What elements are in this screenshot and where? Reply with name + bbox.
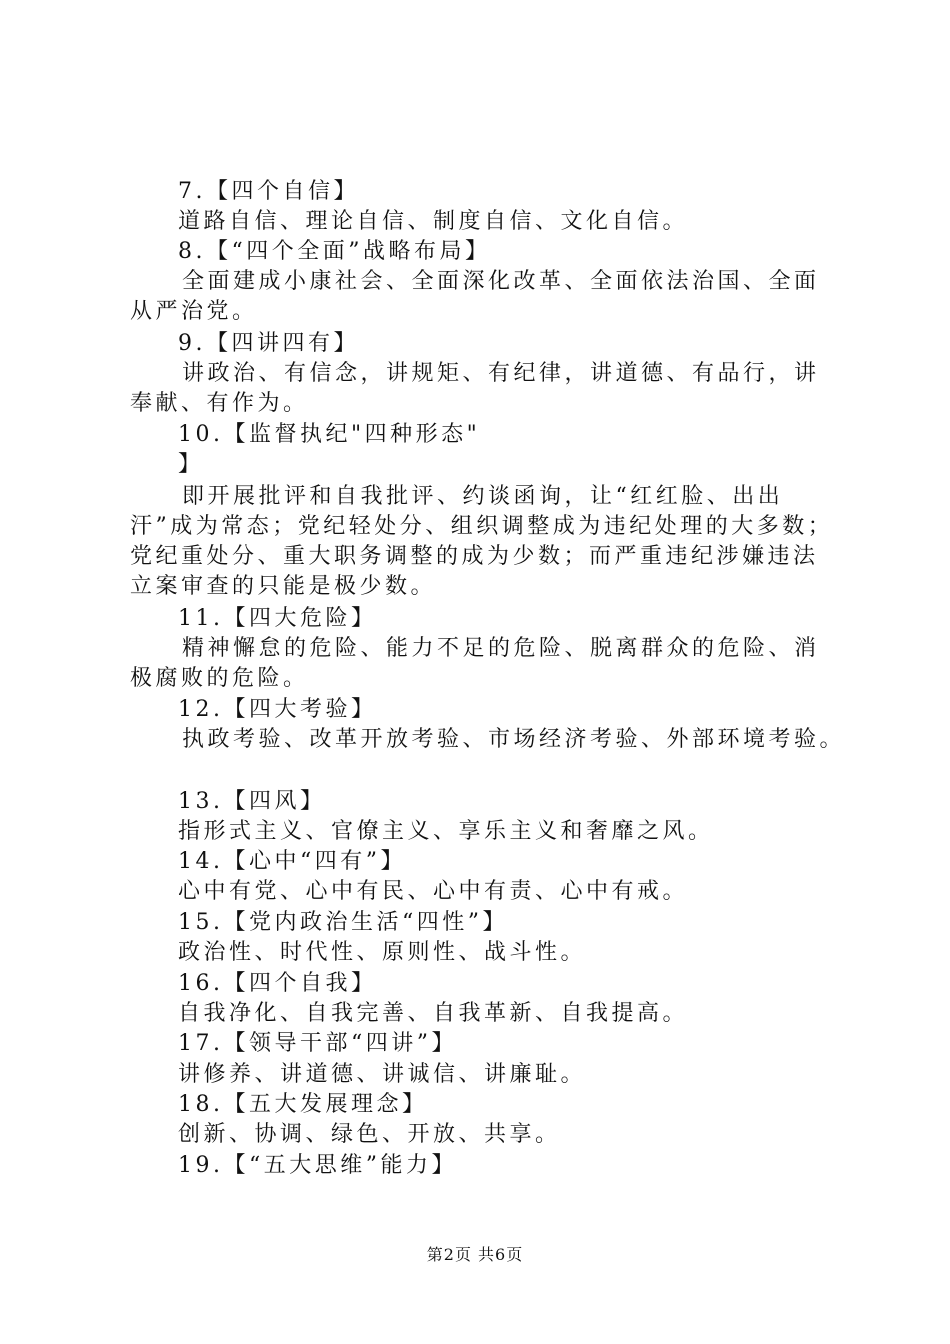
text-line: 心中有党、心中有民、心中有责、心中有戒。: [178, 879, 689, 904]
text-line: 指形式主义、官僚主义、享乐主义和奢靡之风。: [178, 819, 714, 844]
text-line: 创新、协调、绿色、开放、共享。: [178, 1122, 561, 1147]
text-line: 奉献、有作为。: [130, 391, 309, 416]
text-line: 从严治党。: [130, 299, 258, 324]
text-line: 9.【四讲四有】: [178, 331, 359, 356]
text-line: 道路自信、理论自信、制度自信、文化自信。: [178, 209, 689, 234]
text-line: 14.【心中“四有”】: [178, 849, 406, 874]
text-line: 7.【四个自信】: [178, 179, 359, 204]
text-line: 党纪重处分、重大职务调整的成为少数；而严重违纪涉嫌违法: [130, 544, 819, 569]
text-line: 汗”成为常态；党纪轻处分、组织调整成为违纪处理的大多数；: [130, 514, 834, 539]
text-line: 15.【党内政治生活“四性”】: [178, 910, 508, 935]
text-line: 立案审查的只能是极少数。: [130, 574, 437, 599]
text-line: 即开展批评和自我批评、约谈函询，让“红红脸、出出: [182, 484, 784, 509]
text-line: 自我净化、自我完善、自我革新、自我提高。: [178, 1001, 689, 1026]
text-line: 17.【领导干部“四讲”】: [178, 1031, 457, 1056]
text-line: 全面建成小康社会、全面深化改革、全面依法治国、全面: [182, 269, 820, 294]
text-line: 政治性、时代性、原则性、战斗性。: [178, 940, 587, 965]
text-line: 讲政治、有信念，讲规矩、有纪律，讲道德、有品行，讲: [182, 361, 820, 386]
text-line: 8.【“四个全面”战略布局】: [178, 239, 491, 264]
text-line: 讲修养、讲道德、讲诚信、讲廉耻。: [178, 1062, 587, 1087]
text-line: 执政考验、改革开放考验、市场经济考验、外部环境考验。: [182, 727, 846, 752]
page-footer: 第2页 共6页: [426, 1245, 524, 1264]
text-line: 极腐败的危险。: [130, 666, 309, 691]
text-line: 精神懈怠的危险、能力不足的危险、脱离群众的危险、消: [182, 636, 820, 661]
text-line: 16.【四个自我】: [178, 971, 377, 996]
text-line: 19.【“五大思维”能力】: [178, 1153, 457, 1178]
text-line: 18.【五大发展理念】: [178, 1092, 428, 1117]
text-line: 】: [178, 452, 204, 477]
text-line: 10.【监督执纪"四种形态": [178, 422, 481, 447]
text-line: 13.【四风】: [178, 789, 326, 814]
text-line: 11.【四大危险】: [178, 606, 377, 631]
text-line: 12.【四大考验】: [178, 697, 377, 722]
